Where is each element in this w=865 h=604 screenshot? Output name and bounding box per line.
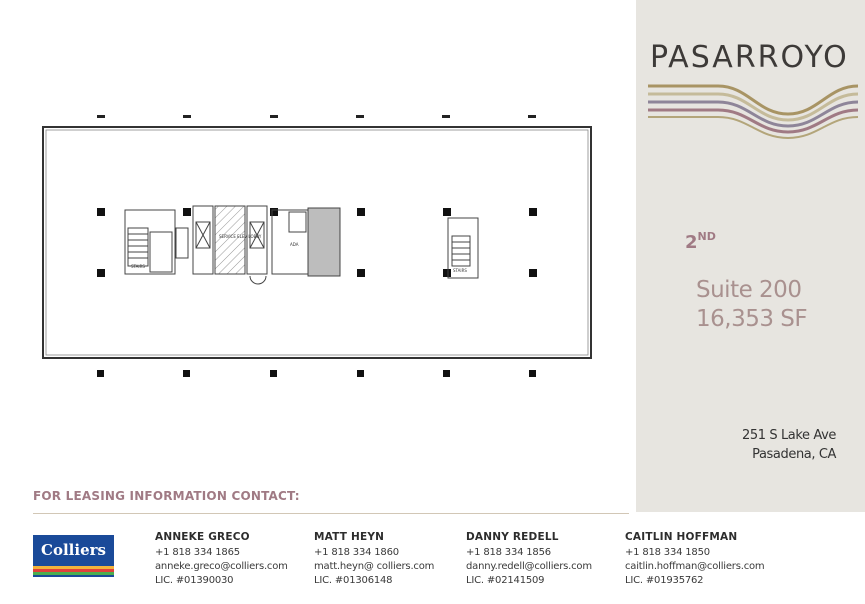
contact-phone[interactable]: +1 818 334 1856 <box>466 547 551 558</box>
suite-area: 16,353 SF <box>696 306 808 332</box>
contact-email[interactable]: danny.redell@colliers.com <box>466 561 592 572</box>
bottom-columns <box>97 370 536 377</box>
address-line1: 251 S Lake Ave <box>742 428 836 443</box>
floor-label <box>685 232 716 253</box>
divider <box>33 513 629 514</box>
suite-name: Suite 200 <box>696 277 802 303</box>
contact-card <box>155 531 288 588</box>
floor-suffix: ND <box>697 230 716 243</box>
contact-license: LIC. #01306148 <box>314 575 393 586</box>
brand-waves-icon <box>648 80 858 140</box>
stairs-label-left: STAIRS <box>131 264 145 269</box>
contact-email[interactable]: anneke.greco@colliers.com <box>155 561 288 572</box>
info-sidebar <box>636 0 865 512</box>
contact-name: ANNEKE GRECO <box>155 531 250 543</box>
contact-email[interactable]: caitlin.hoffman@colliers.com <box>625 561 765 572</box>
contact-card <box>625 531 764 588</box>
top-window-markers <box>97 115 536 118</box>
contact-name: CAITLIN HOFFMAN <box>625 531 738 543</box>
contact-email[interactable]: matt.heyn@ colliers.com <box>314 561 435 572</box>
suite-info <box>696 276 807 334</box>
contact-license: LIC. #02141509 <box>466 575 545 586</box>
contact-license: LIC. #01935762 <box>625 575 704 586</box>
contact-card <box>466 531 592 588</box>
contact-phone[interactable]: +1 818 334 1850 <box>625 547 710 558</box>
floor-number: 2 <box>685 232 698 253</box>
ada-label: ADA <box>290 242 299 247</box>
address <box>636 426 836 464</box>
colliers-logo <box>33 535 114 577</box>
contact-card <box>314 531 434 588</box>
brand-logo: PASARROYO <box>650 40 849 75</box>
address-line2: Pasadena, CA <box>752 447 836 462</box>
stairs-label-right: STAIRS <box>453 268 467 273</box>
leasing-heading: FOR LEASING INFORMATION CONTACT: <box>33 489 300 503</box>
contact-license: LIC. #01390030 <box>155 575 234 586</box>
elev-label: SERVICE ELEV LOBBY <box>219 234 262 239</box>
contact-phone[interactable]: +1 818 334 1860 <box>314 547 399 558</box>
contact-name: MATT HEYN <box>314 531 385 543</box>
contact-phone[interactable]: +1 818 334 1865 <box>155 547 240 558</box>
colliers-logo-text: Colliers <box>41 541 106 559</box>
contact-name: DANNY REDELL <box>466 531 559 543</box>
